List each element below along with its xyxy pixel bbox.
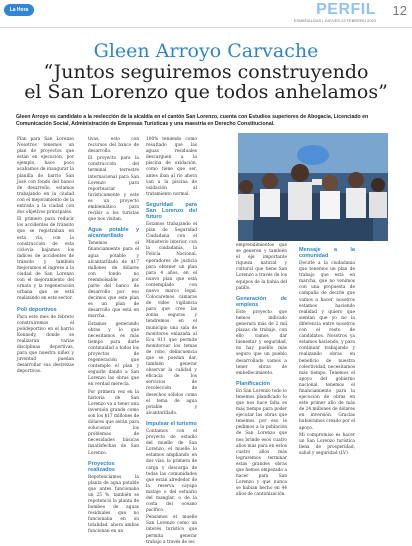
headline-quote-line-2: el San Lorenzo que todos anhelamos” — [24, 81, 388, 103]
crowd-photo-illustration — [238, 133, 388, 241]
subheading: Generación de empleos — [236, 295, 287, 308]
subheading: Proyectos realizados — [88, 460, 115, 473]
subheading: Mensaje a la comunidad — [299, 247, 355, 259]
paragraph: Estamos trabajando el plan de Seguridad Ciudadana con el Ministerio interior, con la ciudadanía, la Policía Nacional, operadores de justicia para obtener un plan para 4 años, en el nuevo plan que está contemplado con nuevo marco legal. Colocaremos cámaras de video vigilancia para que cree las zonas seguras y tendremos en el municipio una sala de monitoreo enlazada al Ecu 911 que permite monitorear los temas de robo, delincuencia que se puedan dar, también generar observar la calidad y eficacia de los servicios de recolección de desechos sólidos como el tema de agua potable y alcantarillado. — [146, 221, 197, 416]
newspaper-logo: La Hora — [4, 4, 34, 16]
paragraph: Decirle a la ciudadanía que tenemos un plan de trabajo que está en marcha, que no venimos con una propuesta de campaña de decirle que vamos a hacer, nosotros estamos haciendo realidad y quiero que sientan que yo no la diferencia entre nosotros con el resto de candidatos. Nosotros ya estamos haciendo, y para continuar trabajando y realizando obras en beneficio de nuestra colectividad, necesitamos más tiempo. Tenemos el apoyo del gobierno nacional, tenemos el financiamiento para la ejecución de obras en este primer año de más de 24 millones de dólares en inversión. Gracias hubiéramos creado por el apoyo. — [299, 261, 356, 431]
subheading: Agua potable y alcantarillado — [88, 227, 139, 240]
paragraph: Estamos generando obras y lo que necesitamos es más tiempo para darle continuidad a todos los proyectos de regeneración que contemple el plan y seguirle dando a San Lorenzo las obras que en verdad merecía. — [88, 321, 139, 388]
subheading: Planificación — [236, 380, 270, 387]
headline-quote-line-1: “Juntos seguiremos construyendo — [43, 61, 369, 83]
lead-paragraph: Gleen Arroyo es candidato a la reelección de la alcaldía en el cantón San Lorenzo, cuenta con Estudios superiores de Abogacía, Licenciado en Comunicación Social, Administración de Empresas Turísticas y una maestría en Derecho Constitucional. — [16, 114, 369, 127]
paragraph: tivas, esto con recursos del banco de desarrollo. — [88, 137, 139, 155]
paragraph: Tenemos el financiamiento para el agua potable y alcantarillado de $17 millones de dólares con fondo no reembolsable por parte del banco de desarrollo por eso decimos que este plan es un plan de desarrollo que está en marcha. — [88, 241, 139, 320]
article-column-2 — [88, 137, 139, 535]
paragraph: Contamos con el proyecto de estudio del muelle de San Lorenzo, el muelle lo estamos ampliando en dos vías, la primera de carga y descarga de todas las comunidades que están alrededor de la reserva cayapa mataje o del estuario del manglar, o de la costa del océano pacífico. — [146, 428, 197, 514]
headline — [6, 41, 406, 102]
paragraph: Pensamos el muelle San Lorenzo como un interés turístico que permita generar trabajo a través de los — [146, 515, 197, 545]
page-number: 12 — [392, 3, 407, 18]
article-column-4 — [236, 243, 287, 498]
paragraph: Plan para San Lorenzo Nosotros tenemos un plan de proyectos que están en ejecución, por ejemplo, hace poco acabamos de inaugurar la planilla de barrio San José con fondo del banco de desarrollo, estamos trabajando en la ciudad con el mejoramiento de la entrada a la ciudad con dos objetivos principales. — [17, 137, 74, 216]
section-title: PERFIL — [316, 1, 376, 18]
subheading: Seguridad para San Lorenzo del futuro — [146, 201, 197, 220]
paragraph: Para este mes de febrero construiremos el polideportivo en el barrio Kennedy, donde se realizarán varias disciplinas deportivas, para que nuestra niñez y juventud puedan desarrollar sus destrezas deportivas. — [17, 314, 74, 375]
paragraph: Mi compromiso es hacer un San Lorenzo turística llena de prosperidad, salud y seguridad (LV) — [299, 432, 355, 456]
paragraph: Este proyecto que hemos indicado generará más de 2 mil plazas de trabajo, con ello vamos dar bienestar y seguridad, no hay pueblo más seguro que un pueblo desarrollado vamos a tener obras de embellecimiento. — [236, 309, 287, 376]
subheading: Impulsar el turismo — [146, 420, 197, 427]
header-divider — [0, 27, 412, 28]
article-column-3 — [146, 137, 197, 545]
paragraph: emprendimientos que se generen y también el eje importante riqueza natural y cultural que tiene San Lorenzo a través de los equipos de la bahía del palillo. — [236, 243, 287, 291]
candidate-name: Gleen Arroyo Carvache — [93, 40, 319, 62]
paragraph: Por primera vez en la historia de San Lorenzo va a tener una inversión grande como son los $17 millones de dólares que serán para solucionar los problemas de necesidades básicas insatisfechas de San Lorenzo. — [88, 389, 139, 456]
paragraph: En San Lorenzo todo lo tenemos planificado lo que nos hace falta es más tiempo para poder ejecutar las obras que tenemos por eso le pedimos a la población de San Lorenzo que nos brinde esos cuatro años más para en estos cuatro años más lograremos terminar estas grandes obras que hemos empezado a hacer para San Lorenzo y que nunca se habían hecho en 44 años de cantonización. — [236, 388, 287, 498]
subheading: Polí deportivos — [17, 306, 57, 313]
paragraph: El primero para reducir los accidentes de tránsito que se registraban en esta vía, con la construcción de esta ciclovía bajamos los índices de accidentes de tránsito y también mejoramos el ingreso a la ciudad de San Lorenzo con el mejoramiento del ornato y la regeneración urbana que se está realizando en este sector. — [17, 217, 74, 302]
paragraph: El proyecto para la construcción del terminal terrestre internacional para San Lorenzo para reporteaciar turísticamente y este es un proyecto emblemático para recibir a los turistas que nos visitan. — [88, 156, 139, 223]
article-column-1 — [17, 137, 74, 376]
campaign-photo — [238, 133, 388, 241]
paragraph: Repotenciamos la planta de agua potable que antes funcionaba un 25 %, también se repotenció la planta de bombeo de aguas residuales que no funcionaba en su totalidad, ahora ambas funcionan en un — [88, 474, 139, 535]
paragraph: 100% teniendo como resultado que las aguas residuales descarguen a la piscina de oxidación, como tiene que ser, antes iban al río ahora van a la piscina de oxidación al tratamiento normal. — [146, 137, 197, 197]
edition-line: ESMERALDAS | JUEVES 23 FEBRERO 2023 — [293, 18, 376, 23]
article-column-5 — [299, 243, 355, 480]
